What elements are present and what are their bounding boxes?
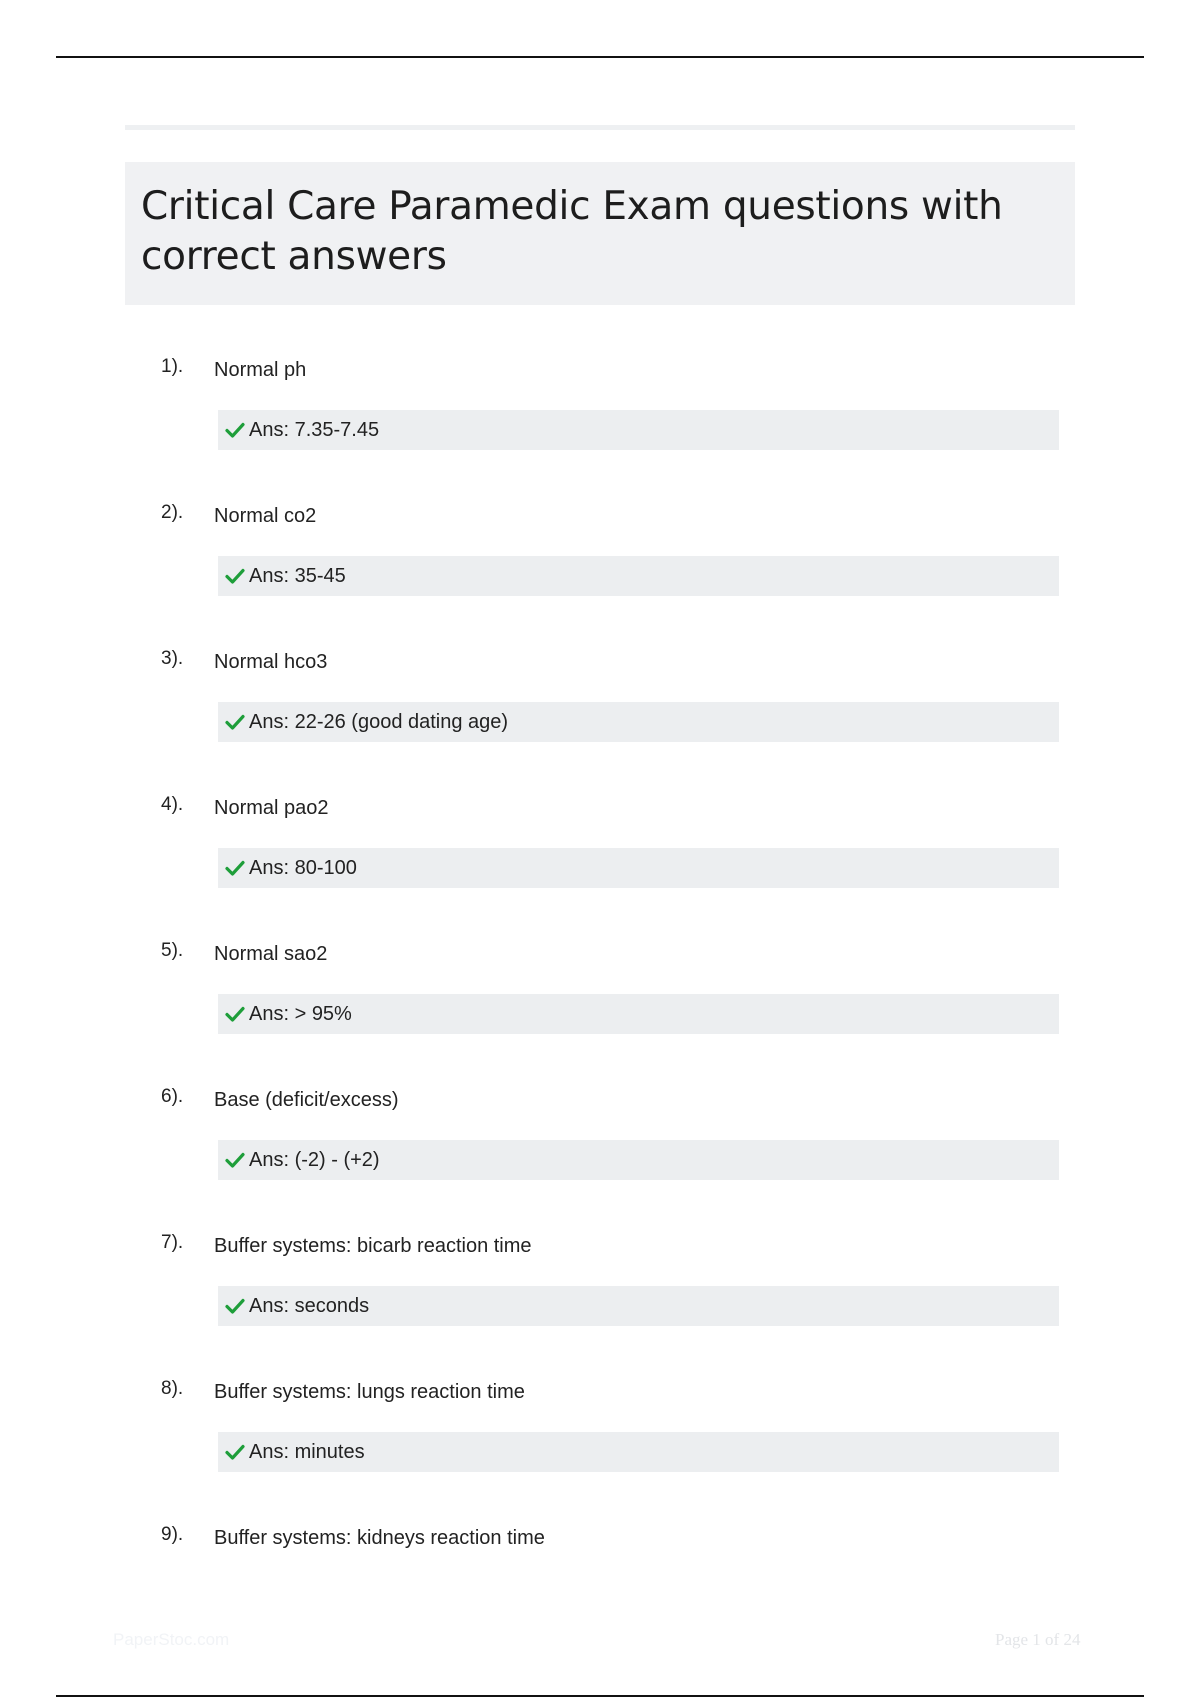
question-item (125, 1518, 1075, 1664)
top-rule (56, 56, 1144, 58)
answer-box (218, 1432, 1059, 1472)
checkmark-icon (225, 567, 245, 585)
question-number: 1). (161, 356, 184, 377)
question-item (125, 642, 1075, 788)
answer-text: Ans: 35-45 (249, 565, 346, 587)
question-text: Base (deficit/excess) (214, 1089, 399, 1111)
question-list (125, 350, 1075, 1664)
checkmark-icon (225, 1005, 245, 1023)
header-divider (125, 125, 1075, 130)
answer-text: Ans: minutes (249, 1441, 365, 1463)
question-item (125, 350, 1075, 496)
question-number: 5). (161, 940, 184, 961)
question-number: 8). (161, 1378, 184, 1399)
answer-box (218, 556, 1059, 596)
checkmark-icon (225, 1151, 245, 1169)
answer-text: Ans: 80-100 (249, 857, 357, 879)
answer-box (218, 410, 1059, 450)
bottom-rule (56, 1695, 1144, 1697)
page-title: Critical Care Paramedic Exam questions with correct answers (141, 184, 1003, 279)
question-number: 6). (161, 1086, 184, 1107)
checkmark-icon (225, 713, 245, 731)
checkmark-icon (225, 1297, 245, 1315)
question-text: Normal sao2 (214, 943, 328, 965)
page-number: Page 1 of 24 (995, 1630, 1081, 1649)
question-number: 7). (161, 1232, 184, 1253)
question-item (125, 1080, 1075, 1226)
checkmark-icon (225, 1443, 245, 1461)
question-item (125, 788, 1075, 934)
question-text: Buffer systems: lungs reaction time (214, 1381, 525, 1403)
question-text: Normal ph (214, 359, 307, 381)
answer-box (218, 1286, 1059, 1326)
answer-text: Ans: seconds (249, 1295, 370, 1317)
question-text: Normal pao2 (214, 797, 329, 819)
question-number: 3). (161, 648, 184, 669)
question-number: 9). (161, 1524, 184, 1545)
title-box (125, 162, 1075, 305)
question-number: 4). (161, 794, 184, 815)
question-text: Normal hco3 (214, 651, 328, 673)
question-item (125, 1372, 1075, 1518)
question-text: Buffer systems: kidneys reaction time (214, 1527, 545, 1549)
answer-box (218, 702, 1059, 742)
answer-box (218, 848, 1059, 888)
question-item (125, 934, 1075, 1080)
question-text: Buffer systems: bicarb reaction time (214, 1235, 532, 1257)
answer-text: Ans: > 95% (249, 1003, 352, 1025)
question-number: 2). (161, 502, 184, 523)
watermark: PaperStoc.com (113, 1630, 230, 1649)
answer-text: Ans: 22-26 (good dating age) (249, 711, 509, 733)
checkmark-icon (225, 421, 245, 439)
question-item (125, 1226, 1075, 1372)
answer-box (218, 994, 1059, 1034)
answer-text: Ans: (-2) - (+2) (249, 1149, 380, 1171)
checkmark-icon (225, 859, 245, 877)
question-text: Normal co2 (214, 505, 317, 527)
answer-box (218, 1140, 1059, 1180)
question-item (125, 496, 1075, 642)
answer-text: Ans: 7.35-7.45 (249, 419, 380, 441)
